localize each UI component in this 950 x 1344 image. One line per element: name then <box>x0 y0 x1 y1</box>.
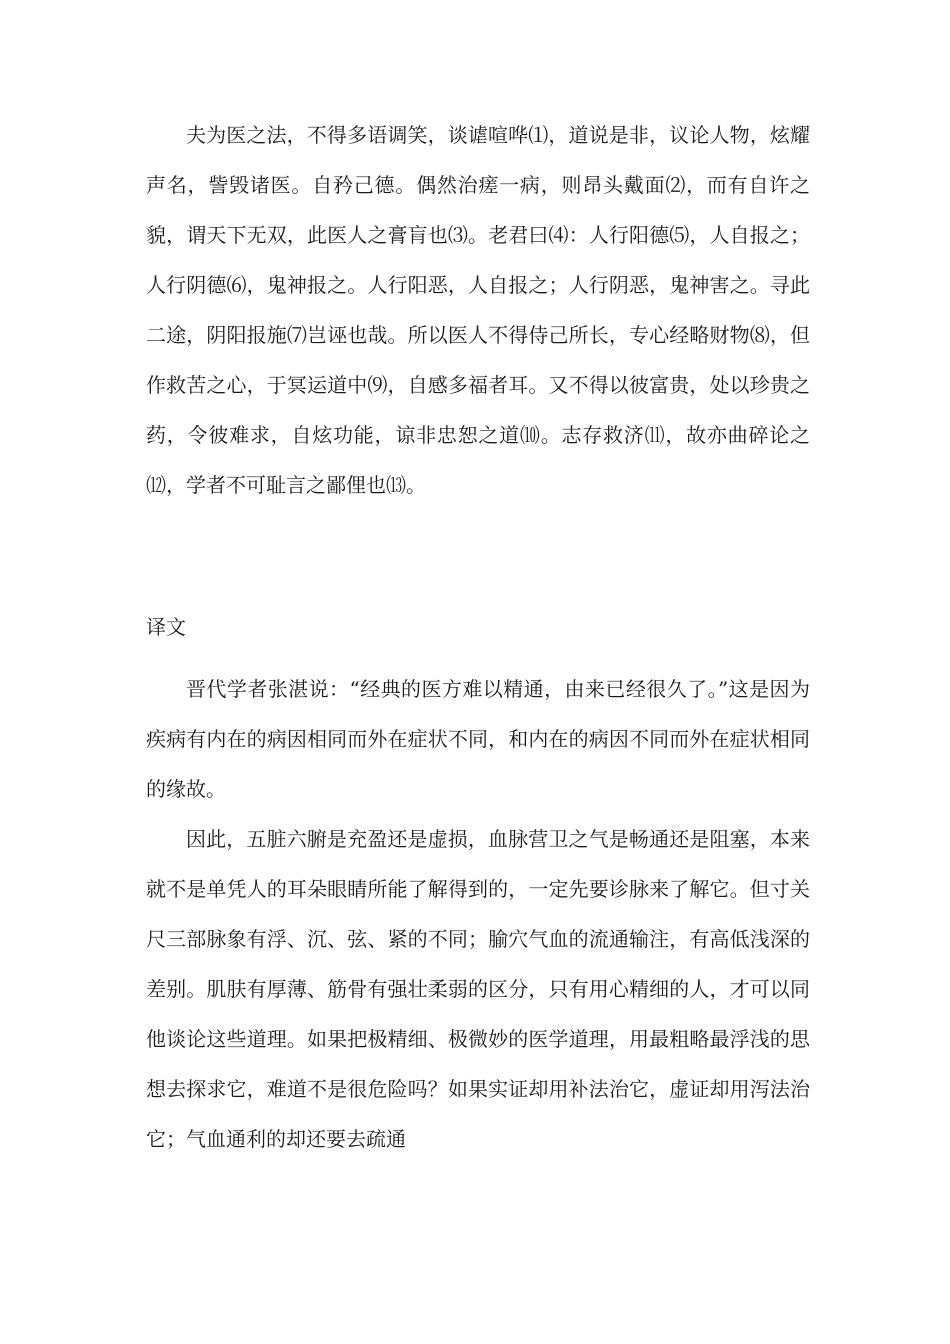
translation-paragraph-1: 晋代学者张湛说：“经典的医方难以精通，由来已经很久了。”这是因为疾病有内在的病因相同而外在症状不同，和内在的病因不同而外在症状相同的缘故。 <box>146 677 810 801</box>
translation-heading: 译文 <box>146 615 186 639</box>
document-page <box>146 110 810 1164</box>
section-spacer <box>146 510 810 602</box>
original-text-paragraph: 夫为医之法，不得多语调笑，谈谑喧哗⑴，道说是非，议论人物，炫耀声名，訾毁诸医。自矜己德。偶然治瘥一病，则昂头戴面⑵，而有自许之貌，谓天下无双，此医人之膏肓也⑶。老君曰⑷：人行阳德⑸，人自报之；人行阴德⑹，鬼神报之。人行阳恶，人自报之；人行阴恶，鬼神害之。寻此二途，阴阳报施⑺岂诬也哉。所以医人不得侍己所长，专心经略财物⑻，但作救苦之心，于冥运道中⑼，自感多福者耳。又不得以彼富贵，处以珍贵之药，令彼难求，自炫功能，谅非忠恕之道⑽。志存救济⑾，故亦曲碎论之⑿，学者不可耻言之鄙俚也⒀。 <box>146 123 810 497</box>
translation-paragraph-2: 因此，五脏六腑是充盈还是虚损，血脉营卫之气是畅通还是阻塞，本来就不是单凭人的耳朵眼睛所能了解得到的，一定先要诊脉来了解它。但寸关尺三部脉象有浮、沉、弦、紧的不同；腧穴气血的流通输注，有高低浅深的差别。肌肤有厚薄、筋骨有强壮柔弱的区分，只有用心精细的人，才可以同他谈论这些道理。如果把极精细、极微妙的医学道理，用最粗略最浮浅的思想去探求它，难道不是很危险吗？如果实证却用补法治它，虚证却用泻法治它；气血通利的却还要去疏通 <box>146 827 810 1151</box>
heading-spacer <box>146 652 810 664</box>
